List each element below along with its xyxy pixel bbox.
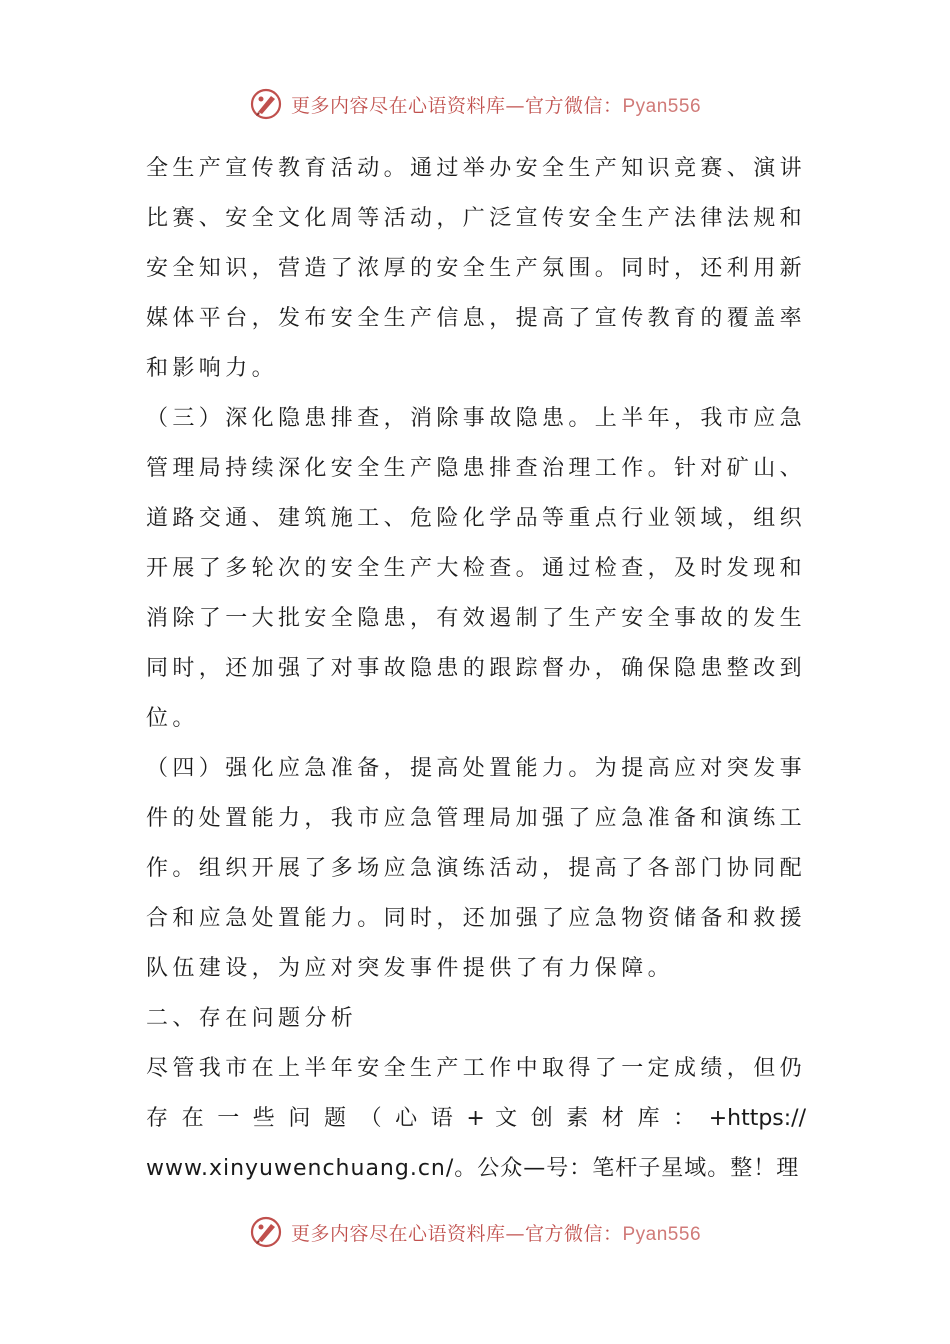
body-line: 同时，还加强了对事故隐患的跟踪督办，确保隐患整改到: [146, 656, 806, 681]
body-line: 和影响力。: [146, 356, 279, 381]
document-body: [146, 144, 806, 1194]
body-line: 道路交通、建筑施工、危险化学品等重点行业领域，组织: [146, 506, 806, 531]
body-line: 尽管我市在上半年安全生产工作中取得了一定成绩，但仍: [146, 1056, 806, 1081]
body-line: 安全知识，营造了浓厚的安全生产氛围。同时，还利用新: [146, 256, 806, 281]
header-banner-text: [291, 91, 701, 118]
footer-banner-label: 更多内容尽在心语资料库—官方微信：: [290, 1222, 623, 1245]
header-banner-label: 更多内容尽在心语资料库—官方微信：: [290, 94, 623, 117]
pen-logo-icon: [249, 87, 283, 121]
body-line: 消除了一大批安全隐患，有效遏制了生产安全事故的发生: [146, 606, 806, 631]
body-line: 开展了多轮次的安全生产大检查。通过检查，及时发现和: [146, 556, 806, 581]
footer-banner-text: [291, 1219, 701, 1246]
footer-banner: [0, 1212, 950, 1252]
header-banner: [0, 84, 950, 124]
section-heading-4: （四）强化应急准备，提高处置能力。为提高应对突发事: [146, 756, 806, 781]
body-line: 全生产宣传教育活动。通过举办安全生产知识竞赛、演讲: [146, 156, 806, 181]
body-line: 管理局持续深化安全生产隐患排查治理工作。针对矿山、: [146, 456, 806, 481]
section-heading-3: （三）深化隐患排查，消除事故隐患。上半年，我市应急: [146, 406, 806, 431]
body-line: 件的处置能力，我市应急管理局加强了应急准备和演练工: [146, 806, 806, 831]
body-line-source: 存 在 一 些 问 题 （ 心 语 + 文 创 素 材 库 ： +https://: [146, 1106, 806, 1131]
body-line: 媒体平台，发布安全生产信息，提高了宣传教育的覆盖率: [146, 306, 806, 331]
header-wechat-id: Pyan556: [622, 95, 702, 117]
footer-wechat-id: Pyan556: [622, 1223, 702, 1245]
pen-logo-icon: [249, 1215, 283, 1249]
body-line: 合和应急处置能力。同时，还加强了应急物资储备和救援: [146, 906, 806, 931]
body-line: 作。组织开展了多场应急演练活动，提高了各部门协同配: [146, 856, 806, 881]
chapter-heading-2: 二、存在问题分析: [146, 1006, 358, 1031]
body-line: 队伍建设，为应对突发事件提供了有力保障。: [146, 956, 675, 981]
body-line-url: www.xinyuwenchuang.cn/。公众—号：笔杆子星域。整！理: [146, 1156, 800, 1181]
body-line: 位。: [146, 706, 199, 731]
body-line: 比赛、安全文化周等活动，广泛宣传安全生产法律法规和: [146, 206, 806, 231]
